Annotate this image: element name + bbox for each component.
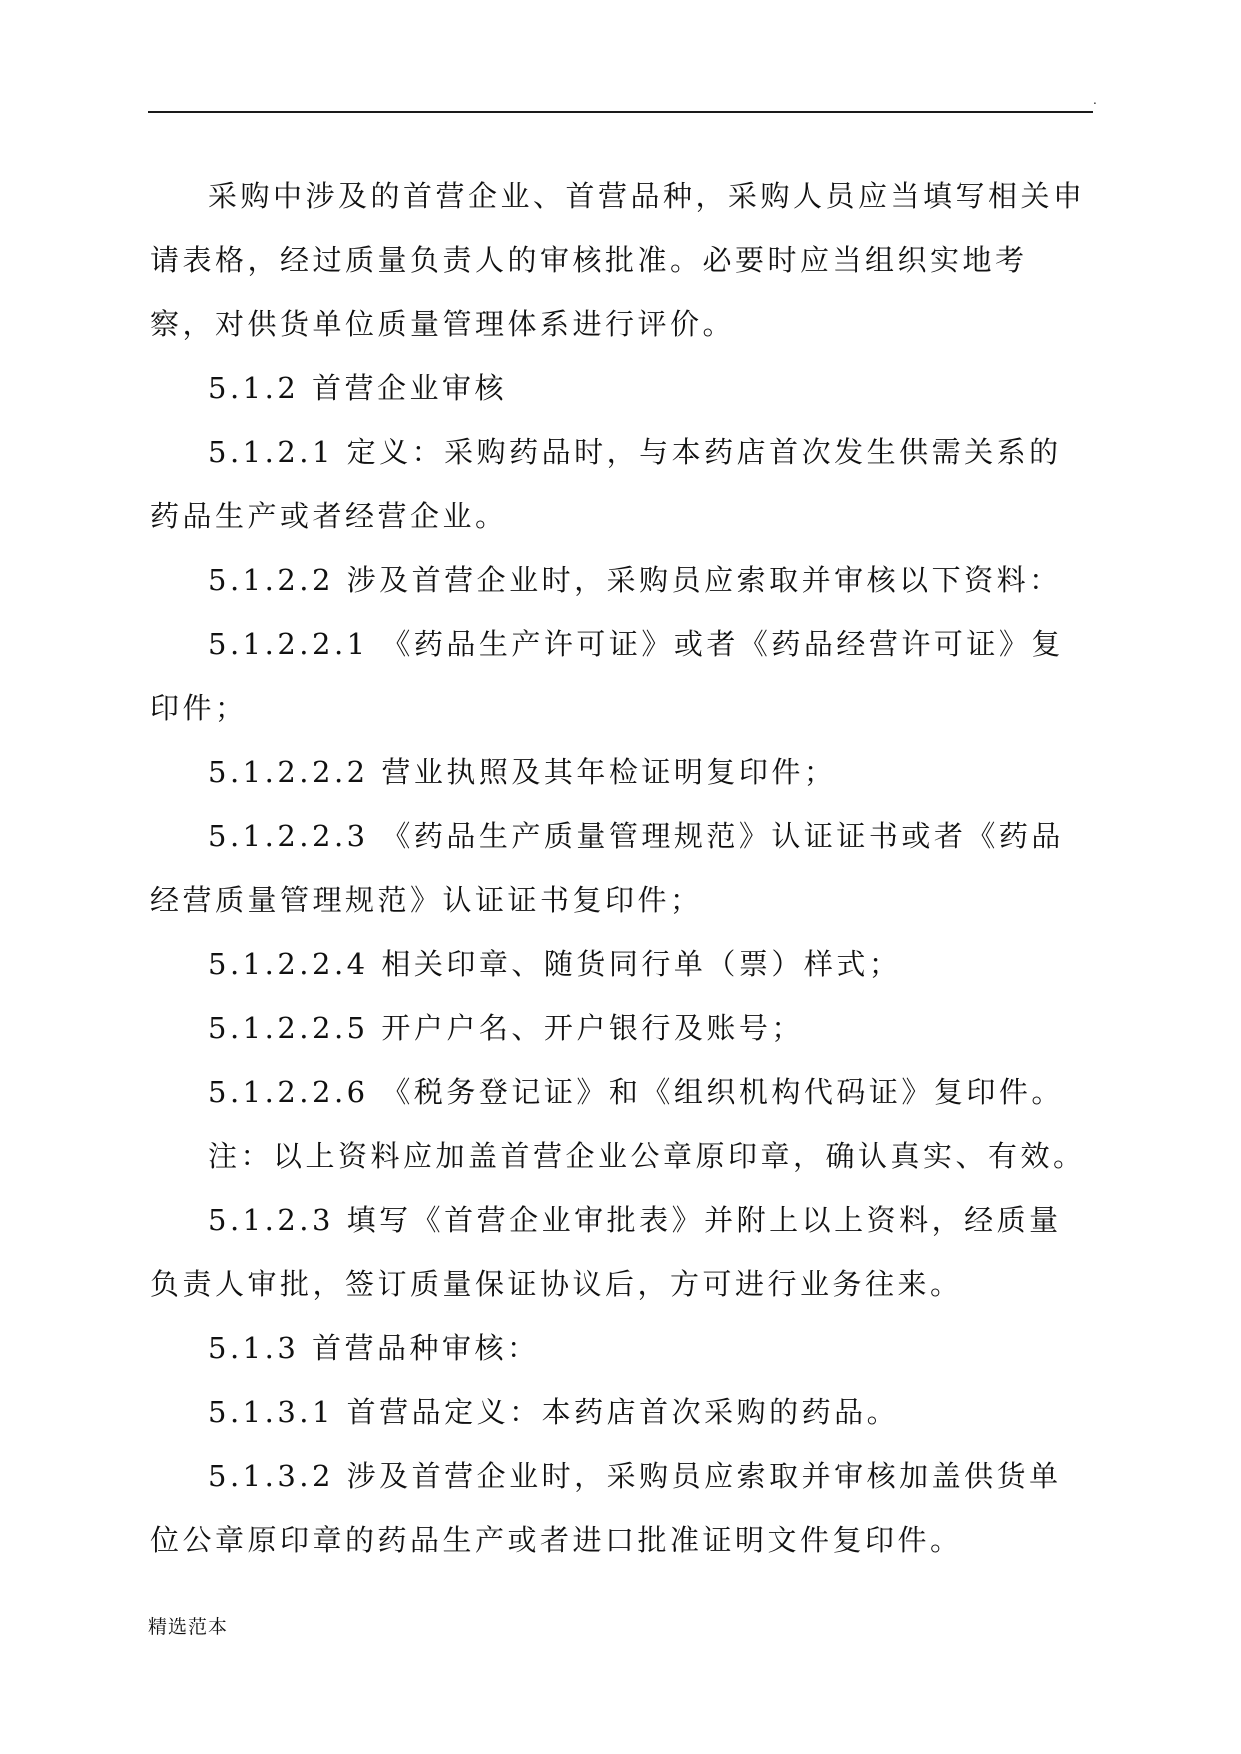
- list-item-5-1-2-2-2: 5.1.2.2.2 营业执照及其年检证明复印件；: [208, 755, 837, 789]
- list-item-5-1-2-2-6: 5.1.2.2.6 《税务登记证》和《组织机构代码证》复印件。: [208, 1075, 1064, 1109]
- paragraph-5-1-3-2: 5.1.3.2 涉及首营企业时，采购员应索取并审核加盖供货单位公章原印章的药品生产或者进口批准证明文件复印件。: [150, 1459, 1062, 1557]
- list-item-5-1-2-2-5: 5.1.2.2.5 开户户名、开户银行及账号；: [208, 1011, 804, 1045]
- list-item-5-1-2-2-4: 5.1.2.2.4 相关印章、随货同行单（票）样式；: [208, 947, 902, 981]
- list-item-5-1-2-2-3: 5.1.2.2.3 《药品生产质量管理规范》认证证书或者《药品经营质量管理规范》认证证书复印件；: [150, 819, 1064, 917]
- paragraph-intro: 采购中涉及的首营企业、首营品种，采购人员应当填写相关申请表格，经过质量负责人的审核批准。必要时应当组织实地考察，对供货单位质量管理体系进行评价。: [150, 179, 1086, 341]
- footer-text: 精选范本: [148, 1616, 229, 1638]
- header-rule: [148, 111, 1093, 113]
- heading-5-1-3: 5.1.3 首营品种审核：: [208, 1331, 540, 1365]
- document-body: [150, 164, 1090, 1572]
- paragraph-5-1-2-2: 5.1.2.2 涉及首营企业时，采购员应索取并审核以下资料：: [208, 563, 1062, 597]
- paragraph-5-1-3-1: 5.1.3.1 首营品定义：本药店首次采购的药品。: [208, 1395, 900, 1429]
- note-paragraph: 注：以上资料应加盖首营企业公章原印章，确认真实、有效。: [208, 1139, 1086, 1173]
- heading-5-1-2: 5.1.2 首营企业审核: [208, 371, 508, 405]
- list-item-5-1-2-2-1: 5.1.2.2.1 《药品生产许可证》或者《药品经营许可证》复印件；: [150, 627, 1064, 725]
- header-dot: .: [1093, 93, 1097, 107]
- paragraph-5-1-2-3: 5.1.2.3 填写《首营企业审批表》并附上以上资料，经质量负责人审批，签订质量保证协议后，方可进行业务往来。: [150, 1203, 1062, 1301]
- paragraph-5-1-2-1: 5.1.2.1 定义：采购药品时，与本药店首次发生供需关系的药品生产或者经营企业。: [150, 435, 1062, 533]
